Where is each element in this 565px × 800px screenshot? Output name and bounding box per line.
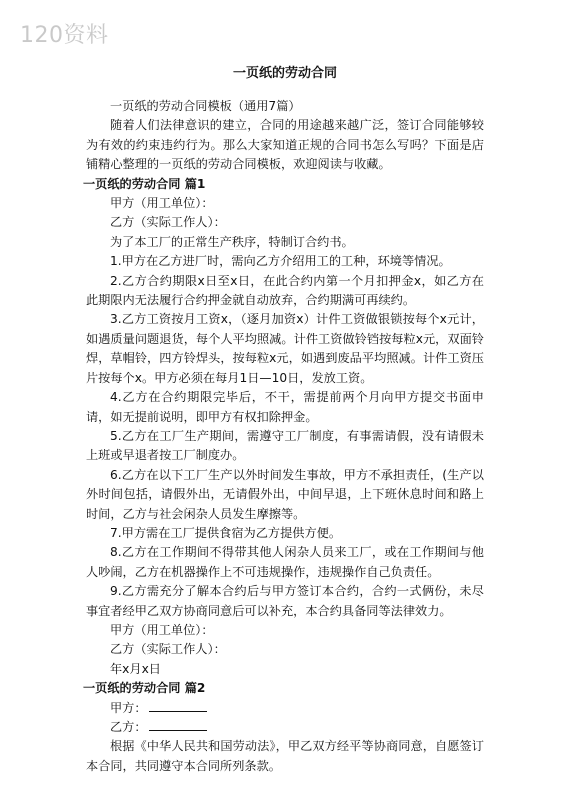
party-b-blank bbox=[149, 718, 207, 731]
signature-date: 年x月x日 bbox=[110, 661, 161, 676]
signature-party-a: 甲方（用工单位）： bbox=[110, 622, 214, 637]
clause-4: 4.乙方在合约期限完毕后，不干，需提前两个月向甲方提交书面申请，如无提前说明，即甲方有权扣除押金。 bbox=[86, 390, 484, 424]
section-heading-2: 一页纸的劳动合同 篇2 bbox=[83, 681, 206, 696]
paragraph: 乙方（实际工作人）： bbox=[110, 215, 226, 230]
party-b-line bbox=[86, 718, 484, 737]
clause-2: 2.乙方合约期限x日至x日，在此合约内第一个月扣押金x，如乙方在此期限内无法履行合约押金就自动放弃，合约期满可再续约。 bbox=[86, 273, 484, 308]
watermark: 120资料 bbox=[20, 23, 109, 48]
intro-paragraph: 随着人们法律意识的建立，合同的用途越来越广泛，签订合同能够较为有效的约束违约行为。那么大家知道正规的合同书怎么写吗？下面是店铺精心整理的一页纸的劳动合同模板，欢迎阅读与收藏。 bbox=[86, 118, 484, 172]
document-page bbox=[83, 64, 484, 776]
party-b-label: 乙方： bbox=[110, 720, 147, 734]
party-a-line bbox=[86, 699, 484, 718]
party-a-label: 甲方： bbox=[110, 700, 147, 715]
paragraph: 为了本工厂的正常生产秩序，特制订合约书。 bbox=[110, 234, 354, 249]
party-a-blank bbox=[149, 699, 207, 712]
paragraph: 根据《中华人民共和国劳动法》，甲乙双方经平等协商同意，自愿签订本合同，共同遵守本合同所列条款。 bbox=[86, 739, 484, 773]
paragraph: 甲方（用工单位）： bbox=[110, 196, 214, 211]
clause-7: 7.甲方需在工厂提供食宿为乙方提供方便。 bbox=[110, 525, 342, 540]
document-title: 一页纸的劳动合同 bbox=[232, 66, 337, 81]
section-heading-1: 一页纸的劳动合同 篇1 bbox=[83, 176, 206, 191]
clause-8: 8.乙方在工作期间不得带其他人闲杂人员来工厂，或在工作期间与他人吵闹，乙方在机器操作上不可违规操作，违规操作自己负责任。 bbox=[86, 545, 484, 579]
intro-line: 一页纸的劳动合同模板（通用7篇） bbox=[110, 99, 301, 113]
signature-party-b: 乙方（实际工作人）： bbox=[110, 642, 226, 657]
clause-1: 1.甲方在乙方进厂时，需向乙方介绍用工的工种，环境等情况。 bbox=[110, 254, 451, 269]
clause-3: 3.乙方工资按月工资x，（逐月加资x）计件工资做银锁按每个x元计，如遇质量问题退货，每个人平均照减。计件工资做铃铛按每粒x元，双面铃焊，草帽铃，四方铃焊头，按每粒x元，如遇到废品平均照减。计件工资压片按每个x。甲方必须在每月1日—10日，发放工资。 bbox=[86, 312, 484, 385]
clause-9: 9.乙方需充分了解本合约后与甲方签订本合约，合约一式俩份，未尽事宜者经甲乙双方协商同意后可以补充，本合约具备同等法律效力。 bbox=[86, 584, 484, 618]
clause-5: 5.乙方在工厂生产期间，需遵守工厂制度，有事需请假，没有请假未上班或早退者按工厂制度办。 bbox=[86, 428, 484, 463]
clause-6: 6.乙方在以下工厂生产以外时间发生事故，甲方不承担责任，(生产以外时间包括，请假外出，无请假外出，中间早退，上下班休息时间和路上时间，乙方与社会闲杂人员发生摩擦等。 bbox=[86, 467, 484, 521]
